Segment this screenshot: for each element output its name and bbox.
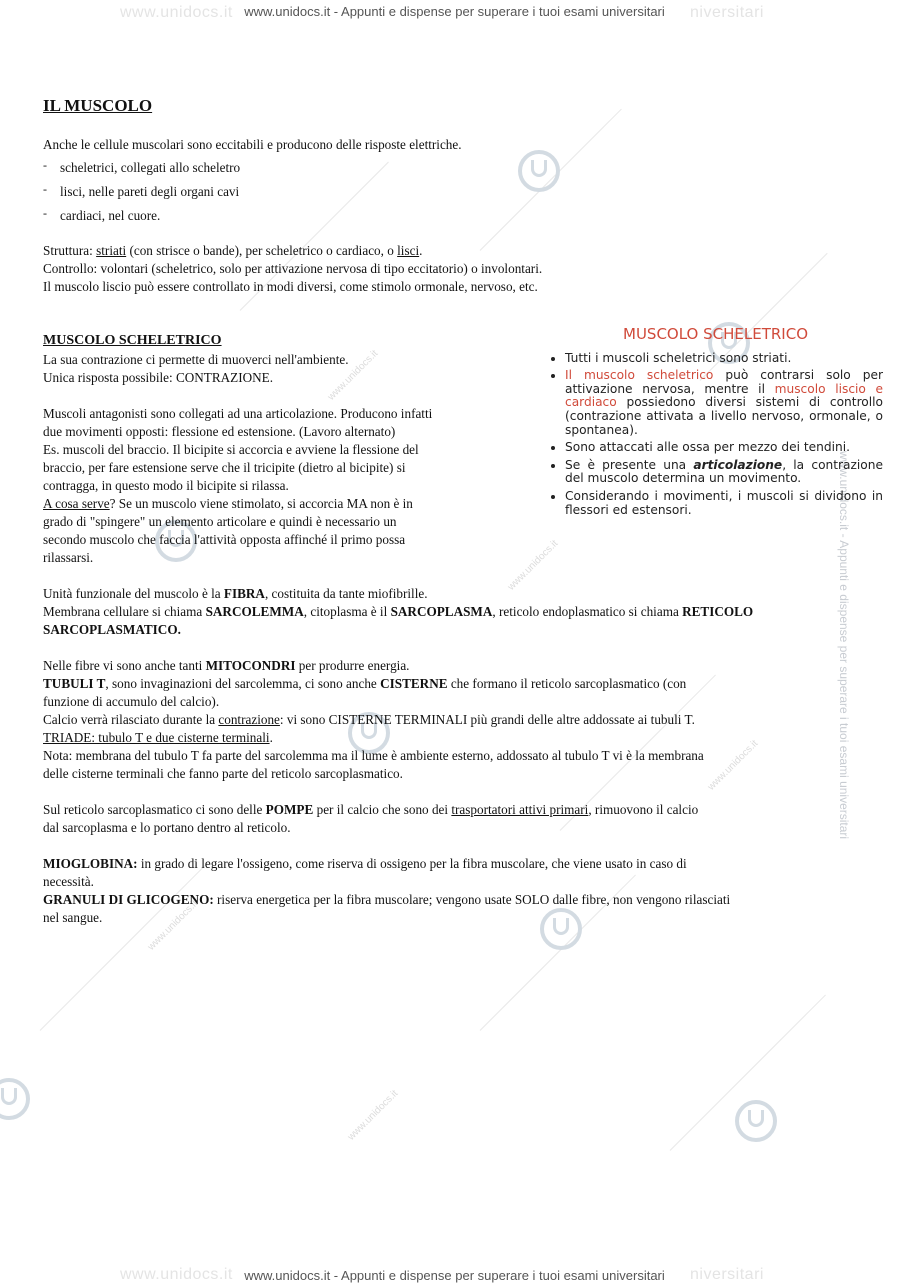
watermark-bottom: www.unidocs.it - Appunti e dispense per superare i tuoi esami universitari [244, 1268, 665, 1283]
nota-text-cont: delle cisterne terminali che fanno parte del reticolo sarcoplasmatico. [43, 766, 403, 781]
unidocs-logo-icon [540, 908, 582, 950]
paragraph-line: Muscoli antagonisti sono collegati ad una articolazione. Producono infatti [43, 406, 433, 421]
watermark-top: www.unidocs.it - Appunti e dispense per superare i tuoi esami universitari [244, 4, 665, 19]
paragraph-line: due movimenti opposti: flessione ed estensione. (Lavoro alternato) [43, 424, 396, 439]
granuli-text: GRANULI DI GLICOGENO: riserva energetica per la fibra muscolare; vengono usate SOLO dalle fibre, non vengono rilasciati [43, 892, 731, 907]
paragraph-line: grado di "spingere" un elemento articolare e quindi è necessario un [43, 514, 397, 529]
watermark-diag: www.unidocs.it [705, 738, 761, 793]
list-bullet: - [43, 182, 47, 196]
watermark-diag: www.unidocs.it [145, 898, 201, 953]
watermark-diag: www.unidocs.it [345, 1088, 401, 1143]
intro-text: Anche le cellule muscolari sono eccitabili e producono delle risposte elettriche. [43, 137, 462, 152]
summary-item: • Considerando i movimenti, i muscoli si dividono in flessori ed estensori. [565, 490, 883, 517]
struttura-text: Struttura: striati (con strisce o bande), per scheletrico o cardiaco, o lisci. [43, 243, 423, 258]
controllo-text: Controllo: volontari (scheletrico, solo per attivazione nervosa di tipo eccitatorio) o involontari. [43, 261, 543, 276]
unidocs-logo-icon [735, 1100, 777, 1142]
pompe-text-cont: dal sarcoplasma e lo portano dentro al reticolo. [43, 820, 291, 835]
mioglobina-text: MIOGLOBINA: in grado di legare l'ossigeno, come riserva di ossigeno per la fibra muscolare, che viene usato in caso di [43, 856, 687, 871]
watermark-ghost-text: niversitari [690, 4, 764, 21]
paragraph-line: secondo muscolo che faccia l'attività opposta affinché il primo possa [43, 532, 406, 547]
mioglobina-text-cont: necessità. [43, 874, 94, 889]
mitocondri-text: Nelle fibre vi sono anche tanti MITOCONDRI per produrre energia. [43, 658, 410, 673]
watermark-ghost-text: www.unidocs.it [120, 4, 233, 21]
list-item: cardiaci, nel cuore. [60, 208, 161, 223]
section-title: MUSCOLO SCHELETRICO [43, 333, 222, 348]
calcio-text: Calcio verrà rilasciato durante la contrazione: vi sono CISTERNE TERMINALI più grandi delle altre addossate ai tubuli T. [43, 712, 695, 727]
list-bullet: - [43, 158, 47, 172]
unidocs-logo-icon [518, 150, 560, 192]
list-item: lisci, nelle pareti degli organi cavi [60, 184, 240, 199]
list-bullet: - [43, 206, 47, 220]
summary-item: • Se è presente una articolazione, la contrazione del muscolo determina un movimento. [565, 459, 883, 486]
liscio-text: Il muscolo liscio può essere controllato in modi diversi, come stimolo ormonale, nervoso, etc. [43, 279, 538, 294]
watermark-side-right: www.unidocs.it - Appunti e dispense per superare i tuoi esami universitari [837, 450, 852, 840]
watermark-ghost-text: www.unidocs.it [120, 1266, 233, 1283]
paragraph-line: braccio, per fare estensione serve che il tricipite (dietro al bicipite) si [43, 460, 406, 475]
list-item: scheletrici, collegati allo scheletro [60, 160, 241, 175]
watermark-diag: www.unidocs.it [325, 348, 381, 403]
unidocs-logo-icon [0, 1078, 30, 1120]
membrana-text-cont: SARCOPLASMATICO. [43, 622, 181, 637]
summary-box-title: MUSCOLO SCHELETRICO [623, 325, 808, 343]
summary-list [548, 352, 883, 518]
summary-item: • Tutti i muscoli scheletrici sono striati. [565, 352, 883, 366]
summary-item: • Il muscolo scheletrico può contrarsi solo per attivazione nervosa, mentre il muscolo liscio e cardiaco possiedono diversi sistemi di controllo (contrazione attivata a livello nervoso, ormonale, o spontanea). [565, 369, 883, 437]
membrana-text: Membrana cellulare si chiama SARCOLEMMA, citoplasma è il SARCOPLASMA, reticolo endoplasmatico si chiama RETICOLO [43, 604, 754, 619]
paragraph-line: Unica risposta possibile: CONTRAZIONE. [43, 370, 274, 385]
paragraph-line: rilassarsi. [43, 550, 94, 565]
fibra-text: Unità funzionale del muscolo è la FIBRA, costituita da tante miofibrille. [43, 586, 428, 601]
nota-text: Nota: membrana del tubulo T fa parte del sarcolemma ma il lume è ambiente esterno, addossato al tubulo T vi è la membrana [43, 748, 704, 763]
watermark-diag: www.unidocs.it [505, 538, 561, 593]
paragraph-line: La sua contrazione ci permette di muoverci nell'ambiente. [43, 352, 349, 367]
watermark-ghost-text: niversitari [690, 1266, 764, 1283]
paragraph-line: A cosa serve? Se un muscolo viene stimolato, si accorcia MA non è in [43, 496, 413, 511]
triade-text: TRIADE: tubulo T e due cisterne terminali. [43, 730, 273, 745]
paragraph-line: contragga, in questo modo il bicipite si rilassa. [43, 478, 289, 493]
page-title: IL MUSCOLO [43, 96, 153, 115]
summary-item: • Sono attaccati alle ossa per mezzo dei tendini. [565, 441, 883, 455]
pompe-text: Sul reticolo sarcoplasmatico ci sono delle POMPE per il calcio che sono dei trasportatori attivi primari, rimuovono il calcio [43, 802, 699, 817]
summary-box [548, 325, 883, 521]
paragraph-line: Es. muscoli del braccio. Il bicipite si accorcia e avviene la flessione del [43, 442, 419, 457]
tubuli-text-cont: funzione di accumulo del calcio). [43, 694, 220, 709]
granuli-text-cont: nel sangue. [43, 910, 103, 925]
tubuli-text: TUBULI T, sono invaginazioni del sarcolemma, ci sono anche CISTERNE che formano il reticolo sarcoplasmatico (con [43, 676, 687, 691]
